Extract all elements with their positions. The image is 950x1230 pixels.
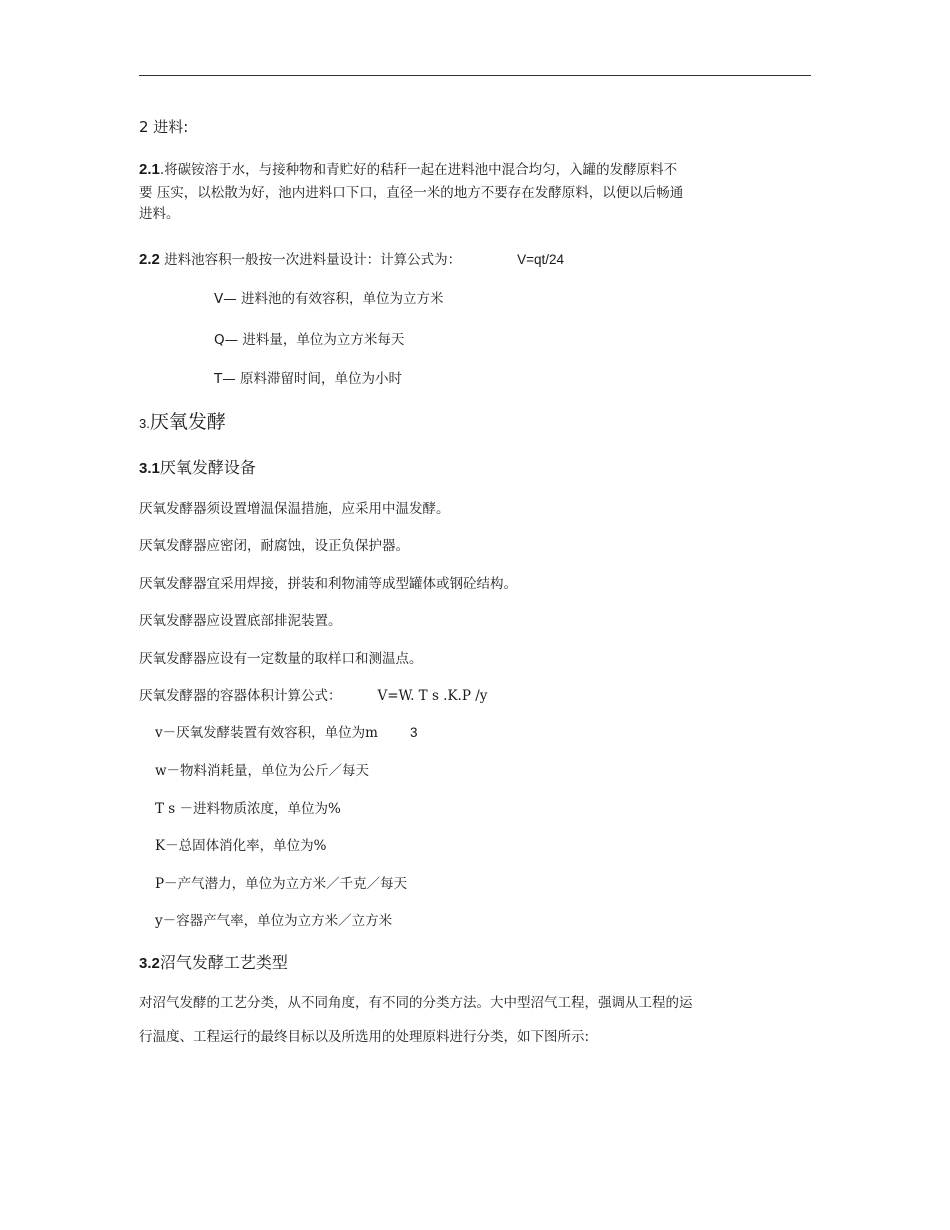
variable-y: y－容器产气率，单位为立方米／立方米	[155, 913, 393, 929]
section-3-1-text: 厌氧发酵设备	[159, 458, 256, 477]
variable-w: w－物料消耗量，单位为公斤／每天	[155, 763, 370, 779]
equipment-item: 厌氧发酵器须设置增温保温措施，应采用中温发酵。	[139, 501, 450, 517]
section-3-1-number: 3.1	[139, 460, 160, 477]
section-3-number: 3.	[139, 416, 150, 431]
variable-p: P－产气潜力，单位为立方米／千克／每天	[155, 876, 408, 892]
variable-k: K－总固体消化率，单位为%	[155, 838, 327, 854]
paragraph-2-1-number: 2.1	[139, 161, 160, 178]
section-2-title: 2 进料:	[139, 118, 189, 136]
section-3-title	[139, 410, 226, 436]
section-3-2-text: 沼气发酵工艺类型	[159, 953, 288, 972]
formula-line	[139, 687, 487, 705]
variable-v-text: v－厌氧发酵装置有效容积，单位为m	[155, 725, 378, 741]
paragraph-3-2-line-1: 对沼气发酵的工艺分类，从不同角度，有不同的分类方法。大中型沼气工程，强调从工程的运	[139, 995, 693, 1011]
paragraph-2-1-line-2: 要 压实，以松散为好，池内进料口下口，直径一米的地方不要存在发酵原料，以便以后畅通	[139, 185, 684, 201]
header-rule	[139, 75, 811, 76]
paragraph-2-2-text: 进料池容积一般按一次进料量设计：计算公式为：	[164, 252, 462, 268]
section-3-text: 厌氧发酵	[149, 411, 226, 433]
section-3-2-title	[139, 953, 288, 974]
equipment-item: 厌氧发酵器应设置底部排泥装置。	[139, 613, 342, 629]
formula-feed-volume: V=qt/24	[517, 252, 565, 267]
formula-label: 厌氧发酵器的容器体积计算公式：	[139, 688, 342, 704]
variable-ts: T s －进料物质浓度，单位为%	[155, 801, 341, 817]
paragraph-2-1-line-3: 进料。	[139, 206, 180, 222]
formula-digester-volume: V=W. T s .K.P /y	[377, 688, 488, 704]
paragraph-2-1-line-1	[139, 161, 677, 179]
paragraph-2-2	[139, 251, 564, 269]
equipment-item: 厌氧发酵器宜采用焊接，拼装和利物浦等成型罐体或钢砼结构。	[139, 576, 517, 592]
definition-v: V— 进料池的有效容积，单位为立方米	[214, 291, 444, 307]
section-3-1-title	[139, 458, 256, 479]
paragraph-3-2-line-2: 行温度、工程运行的最终目标以及所选用的处理原料进行分类，如下图所示:	[139, 1029, 590, 1045]
section-3-2-number: 3.2	[139, 955, 160, 972]
definition-q: Q— 进料量，单位为立方米每天	[214, 332, 405, 348]
equipment-item: 厌氧发酵器应设有一定数量的取样口和测温点。	[139, 651, 423, 667]
definition-t: T— 原料滞留时间，单位为小时	[214, 371, 403, 387]
variable-v	[155, 724, 417, 742]
paragraph-2-2-number: 2.2	[139, 251, 160, 268]
paragraph-2-1-text: .将碳铵溶于水，与接种物和青贮好的秸秆一起在进料池中混合均匀，入罐的发酵原料不	[159, 162, 678, 178]
variable-v-unit-exponent: 3	[409, 725, 418, 740]
equipment-item: 厌氧发酵器应密闭，耐腐蚀，设正负保护器。	[139, 538, 409, 554]
